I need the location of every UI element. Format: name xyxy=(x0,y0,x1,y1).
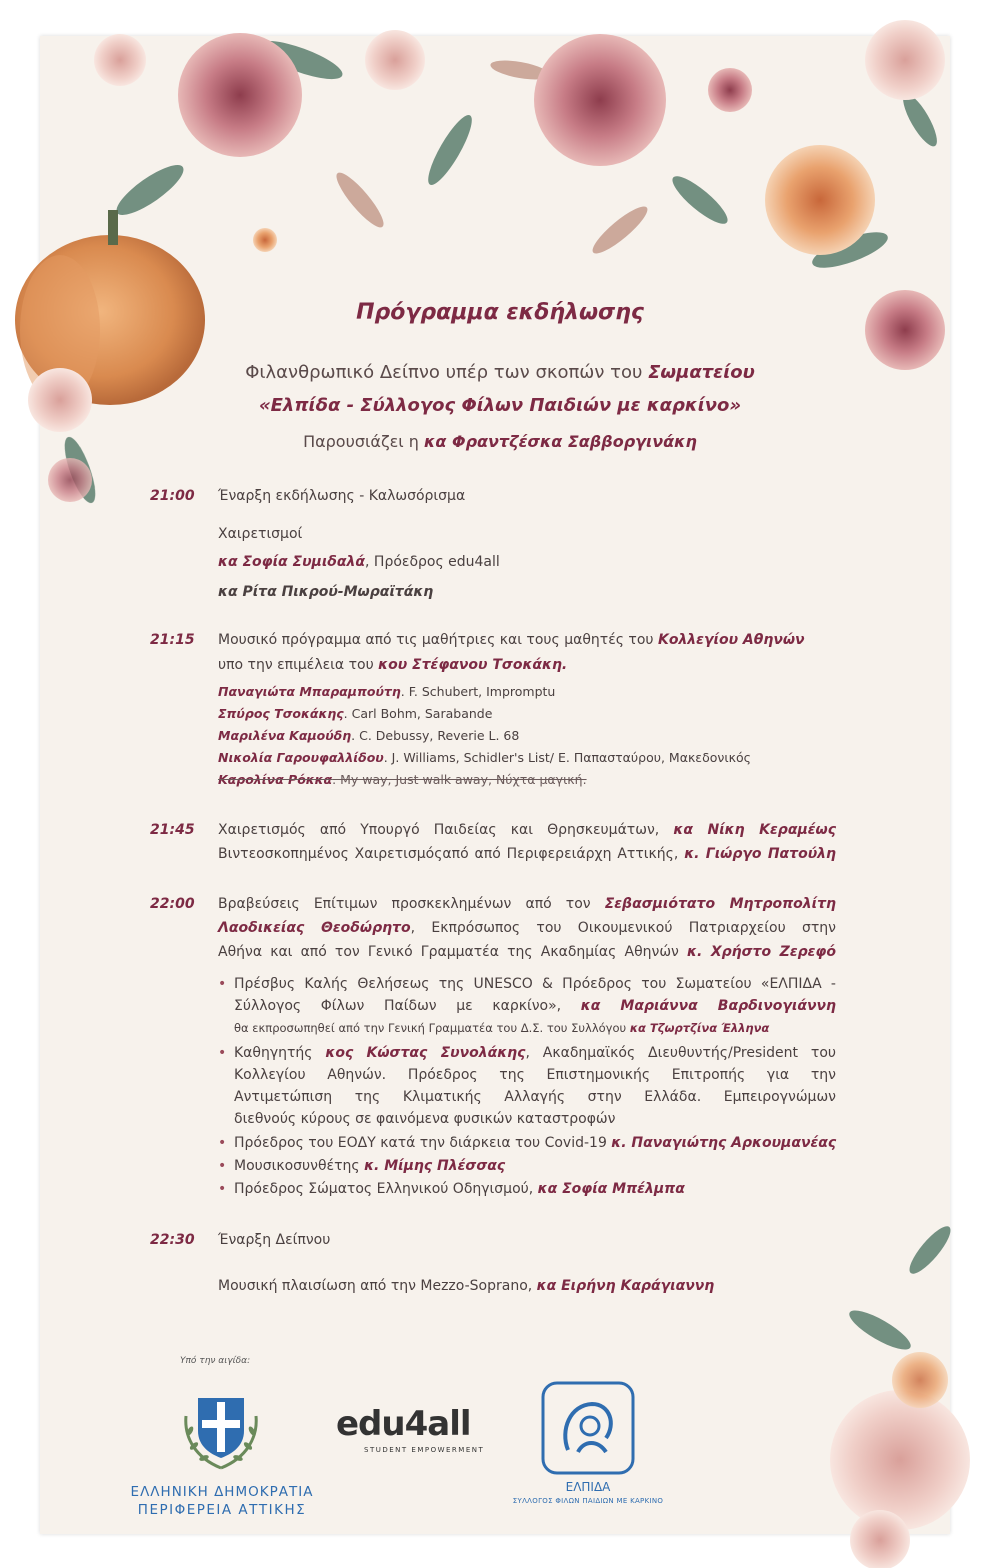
bullet-eody xyxy=(218,1135,837,1151)
aegis-label: Υπό την αιγίδα: xyxy=(180,1356,251,1366)
music-line-2 xyxy=(218,657,567,673)
performer-name: Σπύρος Τσοκάκης xyxy=(218,706,344,721)
bullet-text: Καθηγητής xyxy=(234,1045,326,1061)
greeter-1-name: κα Σοφία Συμιδαλά xyxy=(218,554,366,570)
program-title: Πρόγραμμα εκδήλωσης xyxy=(356,300,644,325)
bullet-dot-icon: • xyxy=(218,1045,227,1061)
dinner-text: Έναρξη Δείπνου xyxy=(218,1232,331,1248)
time-22-30: 22:30 xyxy=(150,1232,195,1248)
greek-emblem-icon xyxy=(176,1376,266,1472)
bullet-text: Πρέσβυς Καλής Θελήσεως της UNESCO & Πρόεδρος του Σωματείου «ΕΛΠΙΔΑ - xyxy=(234,976,836,992)
edu4all-tagline: STUDENT EMPOWERMENT xyxy=(364,1446,485,1454)
time-22-00: 22:00 xyxy=(150,896,195,912)
performer-row-struck xyxy=(218,772,587,787)
minister-line-text: Χαιρετισμός από Υπουργό Παιδείας και Θρησκευμάτων, xyxy=(218,822,674,838)
header-line-1-emph: Σωματείου xyxy=(648,362,755,383)
bullet-text: Πρόεδρος Σώματος Ελληνικού Οδηγισμού, xyxy=(234,1181,538,1197)
bullet-professor-line-2: Κολλεγίου Αθηνών. Πρόεδρος της Επιστημονικής Επιτροπής για την xyxy=(234,1067,836,1083)
music-line-1-text: Μουσικό πρόγραμμα από τις μαθήτριες και τους μαθητές του xyxy=(218,632,658,648)
gov-line-1: ΕΛΛΗΝΙΚΗ ΔΗΜΟΚΡΑΤΙΑ xyxy=(130,1484,314,1500)
bullet-emph: κ. Παναγιώτης Αρκουμανέας xyxy=(611,1135,837,1151)
bullet-professor xyxy=(218,1045,836,1061)
header-line-1-text: Φιλανθρωπικό Δείπνο υπέρ των σκοπών του xyxy=(245,362,649,383)
bullet-dot-icon: • xyxy=(218,1135,227,1151)
time-21-00: 21:00 xyxy=(150,488,195,504)
time-21-45: 21:45 xyxy=(150,822,195,838)
performer-piece: . Carl Bohm, Sarabande xyxy=(343,706,493,721)
performer-piece: . J. Williams, Schidler's List/ E. Παπασταύρου, Μακεδονικός xyxy=(383,750,751,765)
header-line-2: «Ελπίδα - Σύλλογος Φίλων Παιδιών με καρκίνο» xyxy=(258,395,742,416)
bullet-unesco xyxy=(218,976,836,992)
elpida-subtitle: ΣΥΛΛΟΓΟΣ ΦΙΛΩΝ ΠΑΙΔΙΩΝ ΜΕ ΚΑΡΚΙΝΟ xyxy=(512,1497,664,1505)
bullet-dot-icon: • xyxy=(218,1181,227,1197)
bullet-text: Μουσικοσυνθέτης xyxy=(234,1158,365,1174)
bullet-emph: κ. Μίμης Πλέσσας xyxy=(364,1158,506,1174)
bullet-dot-icon: • xyxy=(218,976,227,992)
performer-name: Μαριλένα Καμούδη xyxy=(218,728,352,743)
presenter-label: Παρουσιάζει η xyxy=(303,432,425,451)
singer-name: κα Ειρήνη Καράγιαννη xyxy=(536,1278,715,1294)
awards-line-3 xyxy=(218,944,836,960)
bullet-composer xyxy=(218,1158,506,1174)
header-line-3 xyxy=(0,432,1000,451)
bullet-professor-line-4: διεθνούς κύρους σε φαινόμενα φυσικών καταστροφών xyxy=(234,1111,616,1127)
bullet-emph: κα Τζωρτζίνα Έλληνα xyxy=(629,1021,770,1035)
performer-row xyxy=(218,684,555,699)
greetings-label: Χαιρετισμοί xyxy=(218,526,303,542)
bullet-text: , Ακαδημαϊκός Διευθυντής/President του xyxy=(525,1045,836,1061)
music-line-2-text: υπο την επιμέλεια του xyxy=(218,657,379,673)
elpida-name: ΕΛΠΙΔΑ xyxy=(565,1480,611,1494)
awards-line-3-text: Αθήνα και από τον Γενικό Γραμματέα της Ακαδημίας Αθηνών xyxy=(218,944,688,960)
bullet-professor-line-3: Αντιμετώπιση της Κλιματικής Αλλαγής στην Ελλάδα. Εμπειρογνώμων xyxy=(234,1089,836,1105)
greeter-2: κα Ρίτα Πικρού-Μωραϊτάκη xyxy=(218,584,434,600)
time-21-15: 21:15 xyxy=(150,632,195,648)
performer-name: Νικολία Γαρουφαλλίδου xyxy=(218,750,384,765)
bullet-dot-icon: • xyxy=(218,1158,227,1174)
greeter-1 xyxy=(218,554,500,570)
music-accompaniment-text: Μουσική πλαισίωση από την Mezzo-Soprano, xyxy=(218,1278,537,1294)
music-accompaniment xyxy=(218,1278,714,1294)
greeter-1-role: , Πρόεδρος edu4all xyxy=(365,554,500,570)
bullet-emph: κος Κώστας Συνολάκης xyxy=(325,1045,526,1061)
performer-piece: . My way, Just walk away, Νύχτα μαγική. xyxy=(332,772,587,787)
performer-piece: . F. Schubert, Impromptu xyxy=(400,684,556,699)
music-line-1 xyxy=(218,632,805,648)
performer-name: Καρολίνα Ρόκκα xyxy=(218,772,333,787)
performer-row xyxy=(218,706,492,721)
presenter-name: κα Φραντζέσκα Σαββοργινάκη xyxy=(424,432,697,451)
awards-line-3-emph: κ. Χρήστο Ζερεφό xyxy=(687,944,836,960)
awards-line-1 xyxy=(218,896,836,912)
awards-line-2 xyxy=(218,920,836,936)
bullet-text: Πρόεδρος του ΕΟΔΥ κατά την διάρκεια του Covid-19 xyxy=(234,1135,612,1151)
bullet-text: Σύλλογος Φίλων Παίδων με καρκίνο», xyxy=(234,998,581,1014)
awards-line-1-text: Βραβεύσεις Επίτιμων προσκεκλημένων από τον xyxy=(218,896,605,912)
music-line-2-emph: κου Στέφανου Τσοκάκη. xyxy=(378,657,568,673)
performer-piece: . C. Debussy, Reverie L. 68 xyxy=(351,728,520,743)
bullet-unesco-line-2 xyxy=(234,998,836,1014)
bullet-text: θα εκπροσωπηθεί από την Γενική Γραμματέα του Δ.Σ. του Συλλόγου xyxy=(234,1021,630,1035)
performer-row xyxy=(218,750,751,765)
governor-name: κ. Γιώργο Πατούλη xyxy=(684,846,836,862)
opening-text: Έναρξη εκδήλωσης - Καλωσόρισμα xyxy=(218,488,466,504)
bullet-guides xyxy=(218,1181,685,1197)
edu4all-logo: edu4all xyxy=(336,1404,471,1444)
elpida-logo-icon xyxy=(540,1380,636,1476)
bullet-unesco-line-3 xyxy=(234,1021,769,1035)
governor-line-text: Βιντεοσκοπημένος Χαιρετισμόςαπό από Περιφερειάρχη Αττικής, xyxy=(218,846,685,862)
music-line-1-emph: Κολλεγίου Αθηνών xyxy=(657,632,805,648)
awards-line-2-text: , Εκπρόσωπος του Οικουμενικού Πατριαρχείου στην xyxy=(410,920,836,936)
bullet-emph: κα Μαριάννα Βαρδινογιάννη xyxy=(580,998,836,1014)
performer-name: Παναγιώτα Μπαραμπούτη xyxy=(218,684,401,699)
awards-line-1-emph: Σεβασμιότατο Μητροπολίτη xyxy=(604,896,836,912)
bullet-emph: κα Σοφία Μπέλμπα xyxy=(537,1181,685,1197)
minister-line xyxy=(218,822,836,838)
gov-line-2: ΠΕΡΙΦΕΡΕΙΑ ΑΤΤΙΚΗΣ xyxy=(137,1502,307,1518)
governor-line xyxy=(218,846,836,862)
header-line-1 xyxy=(0,362,1000,383)
minister-name: κα Νίκη Κεραμέως xyxy=(673,822,837,838)
performer-row xyxy=(218,728,519,743)
awards-line-2-emph: Λαοδικείας Θεοδώρητο xyxy=(218,920,411,936)
